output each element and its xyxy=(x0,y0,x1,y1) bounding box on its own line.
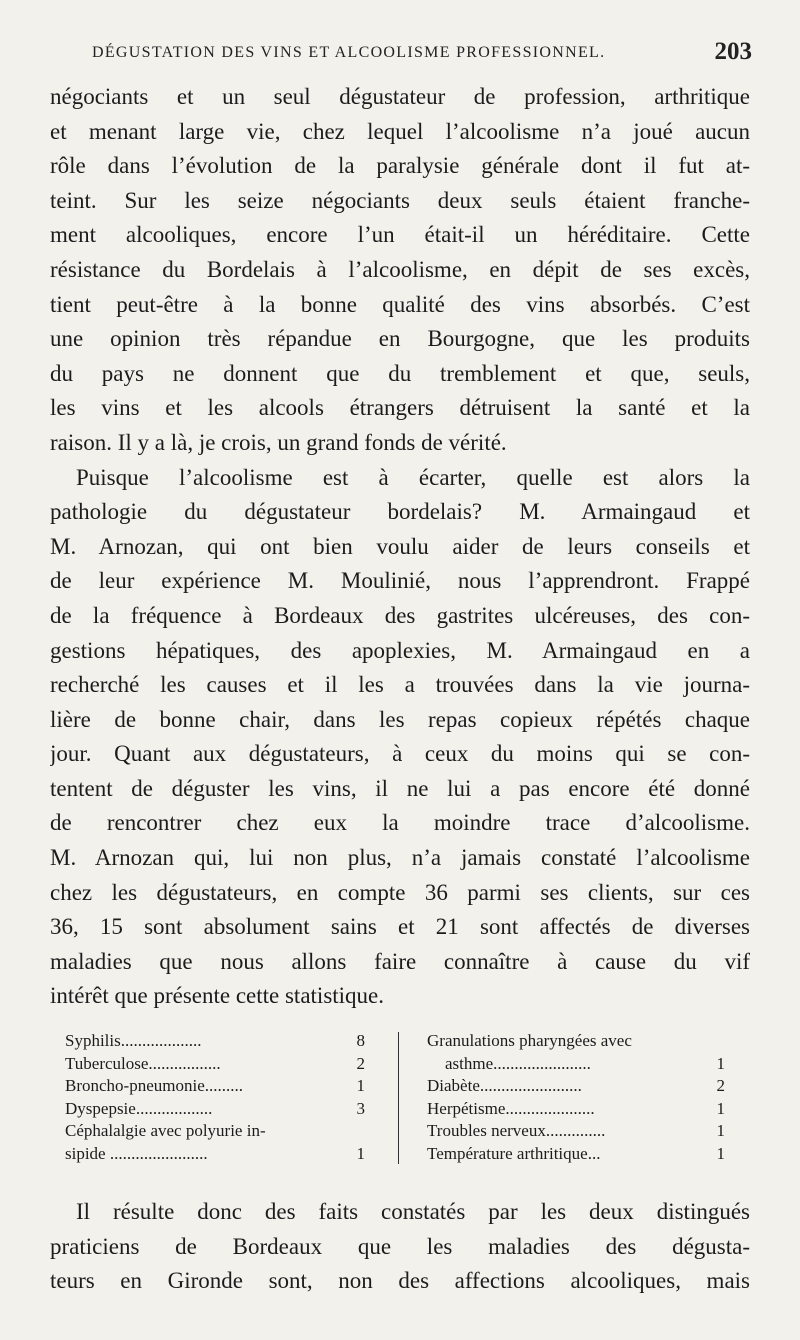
disease-label: asthme....................... xyxy=(445,1053,591,1073)
column-divider xyxy=(398,1032,399,1164)
text-line: jour. Quant aux dégustateurs, à ceux du moins qui se con- xyxy=(50,741,750,767)
text-line: praticiens de Bordeaux que les maladies des dégusta- xyxy=(50,1233,750,1259)
text-line: raison. Il y a là, je crois, un grand fonds de vérité. xyxy=(50,429,507,455)
table-row xyxy=(65,1030,365,1053)
case-count: 8 xyxy=(356,1031,365,1050)
text-line: rôle dans l’évolution de la paralysie générale dont il fut at- xyxy=(50,153,750,179)
text-line: ment alcooliques, encore l’un était-il un héréditaire. Cette xyxy=(50,222,750,248)
case-count: 1 xyxy=(716,1143,725,1163)
text-line: de rencontrer chez eux la moindre trace d’alcoolisme. xyxy=(50,810,750,836)
table-row xyxy=(427,1030,725,1053)
case-count: 3 xyxy=(356,1098,365,1118)
text-line: M. Arnozan, qui ont bien voulu aider de leurs conseils et xyxy=(50,533,750,559)
text-line: pathologie du dégustateur bordelais? M. Armaingaud et xyxy=(50,499,750,525)
text-line: négociants et un seul dégustateur de profession, arthritique xyxy=(50,84,750,109)
table-right-column xyxy=(427,1030,725,1165)
table-row xyxy=(65,1053,365,1076)
table-row xyxy=(427,1075,725,1098)
text-line: et menant large vie, chez lequel l’alcoolisme n’a joué aucun xyxy=(50,118,750,144)
disease-label: Granulations pharyngées avec xyxy=(427,1031,632,1050)
text-line: teurs en Gironde sont, non des affections alcooliques, mais xyxy=(50,1268,750,1294)
table-row xyxy=(427,1143,725,1166)
table-row xyxy=(65,1098,365,1121)
disease-label: Dyspepsie.................. xyxy=(65,1098,213,1118)
closing-paragraph xyxy=(50,1195,750,1299)
disease-label: Diabète........................ xyxy=(427,1076,582,1095)
disease-label: Température arthritique... xyxy=(427,1143,601,1163)
disease-label: Broncho-pneumonie......... xyxy=(65,1076,243,1095)
text-line: Il résulte donc des faits constatés par les deux distingués xyxy=(76,1199,750,1224)
disease-label: Herpétisme..................... xyxy=(427,1098,595,1118)
case-count: 1 xyxy=(356,1076,365,1095)
page-number: 203 xyxy=(714,38,752,65)
disease-statistics-table xyxy=(65,1030,725,1170)
text-line: de leur expérience M. Moulinié, nous l’apprendront. Frappé xyxy=(50,568,750,594)
text-line: tient peut-être à la bonne qualité des vins absorbés. C’est xyxy=(50,291,750,317)
main-text xyxy=(50,80,750,1014)
text-line: tentent de déguster les vins, il ne lui a pas encore été donné xyxy=(50,775,750,801)
table-left-column xyxy=(65,1030,365,1165)
text-line: 36, 15 sont absolument sains et 21 sont affectés de diverses xyxy=(50,914,750,940)
case-count: 1 xyxy=(716,1053,725,1073)
text-line: résistance du Bordelais à l’alcoolisme, en dépit de ses excès, xyxy=(50,256,750,282)
text-line: Puisque l’alcoolisme est à écarter, quelle est alors la xyxy=(76,464,750,490)
text-line: chez les dégustateurs, en compte 36 parmi ses clients, sur ces xyxy=(50,879,750,905)
text-line: recherché les causes et il les a trouvées dans la vie journa- xyxy=(50,672,750,698)
case-count: 1 xyxy=(716,1098,725,1118)
text-line: maladies que nous allons faire connaître à cause du vif xyxy=(50,948,750,974)
text-line: du pays ne donnent que du tremblement et que, seuls, xyxy=(50,360,750,386)
table-row xyxy=(65,1143,365,1166)
text-line: M. Arnozan qui, lui non plus, n’a jamais constaté l’alcoolisme xyxy=(50,845,750,871)
text-line: intérêt que présente cette statistique. xyxy=(50,983,385,1009)
disease-label: Troubles nerveux.............. xyxy=(427,1121,606,1140)
text-line: gestions hépatiques, des apoplexies, M. Armaingaud en a xyxy=(50,637,750,663)
text-line: une opinion très répandue en Bourgogne, que les produits xyxy=(50,326,750,352)
table-row xyxy=(427,1053,725,1076)
table-row xyxy=(427,1098,725,1121)
text-line: de la fréquence à Bordeaux des gastrites ulcéreuses, des con- xyxy=(50,602,750,628)
disease-label: Céphalalgie avec polyurie in- xyxy=(65,1121,266,1140)
page-header xyxy=(92,38,752,74)
disease-label: Syphilis................... xyxy=(65,1031,202,1050)
case-count: 1 xyxy=(716,1121,725,1140)
text-line: teint. Sur les seize négociants deux seuls étaient franche- xyxy=(50,187,750,213)
disease-label: Tuberculose................. xyxy=(65,1053,221,1073)
case-count: 1 xyxy=(356,1143,365,1163)
case-count: 2 xyxy=(356,1053,365,1073)
table-row xyxy=(65,1120,365,1143)
disease-label: sipide ....................... xyxy=(65,1143,208,1163)
table-row xyxy=(427,1120,725,1143)
case-count: 2 xyxy=(716,1076,725,1095)
text-line: les vins et les alcools étrangers détruisent la santé et la xyxy=(50,395,750,421)
table-row xyxy=(65,1075,365,1098)
text-line: lière de bonne chair, dans les repas copieux répétés chaque xyxy=(50,706,750,732)
running-title: DÉGUSTATION DES VINS ET ALCOOLISME PROFESSIONNEL. xyxy=(92,44,606,61)
